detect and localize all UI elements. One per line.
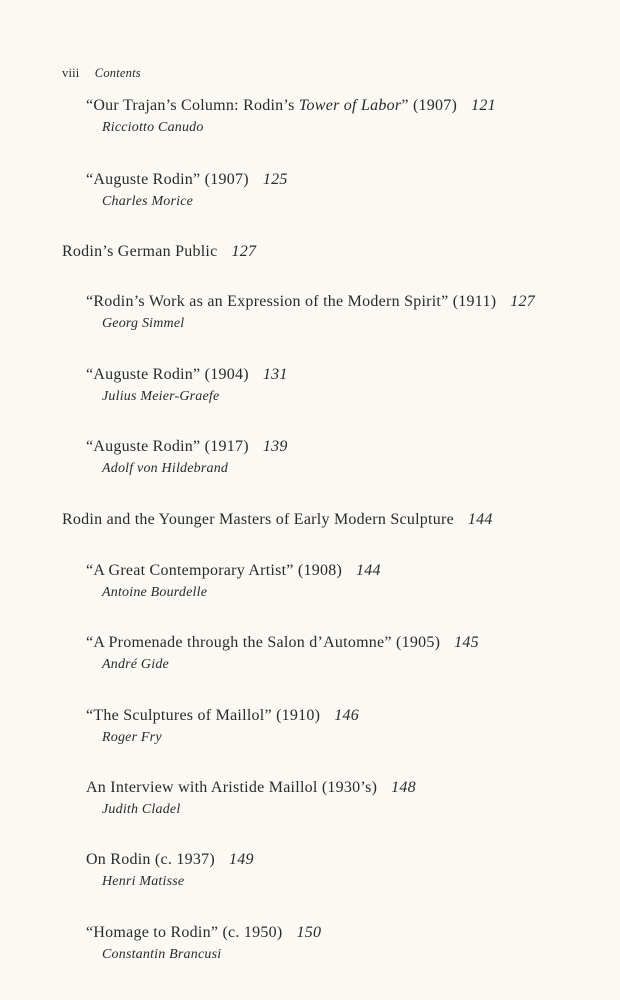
entry-title-text: “A Great Contemporary Artist” (1908) (86, 562, 343, 579)
entry-title (86, 366, 288, 384)
entry-title-text: “Auguste Rodin” (1904) (86, 366, 249, 383)
entry-title-text: On Rodin (c. 1937) (86, 851, 215, 868)
entry-title-text-end: ” (1907) (401, 97, 458, 114)
toc-entry (86, 97, 496, 136)
toc-entry (86, 634, 479, 673)
entry-author: André Gide (102, 657, 169, 672)
entry-title (86, 707, 359, 725)
entry-author: Judith Cladel (102, 802, 181, 817)
section-page-number: 127 (231, 243, 257, 260)
entry-author: Ricciotto Canudo (102, 120, 204, 135)
entry-page-number: 131 (262, 366, 288, 383)
entry-author: Constantin Brancusi (102, 947, 222, 962)
running-title: Contents (94, 66, 141, 80)
entry-author: Adolf von Hildebrand (102, 461, 229, 476)
toc-entry (86, 171, 288, 210)
toc-entry (86, 562, 381, 601)
entry-title-text: “Auguste Rodin” (1917) (86, 438, 249, 455)
toc-entry (86, 707, 359, 746)
toc-section-heading (62, 511, 493, 529)
entry-title-text: “Our Trajan’s Column: Rodin’s (86, 97, 299, 114)
entry-title-text: “The Sculptures of Maillol” (1910) (86, 707, 321, 724)
section-title: Rodin’s German Public (62, 243, 218, 260)
running-header (62, 66, 141, 81)
toc-entry (86, 924, 321, 963)
entry-page-number: 121 (471, 97, 496, 114)
entry-page-number: 148 (391, 779, 416, 796)
toc-section-heading (62, 243, 256, 261)
entry-title-text: “Auguste Rodin” (1907) (86, 171, 249, 188)
entry-author: Julius Meier-Graefe (102, 389, 220, 404)
entry-title (86, 779, 416, 797)
entry-title-text: An Interview with Aristide Maillol (1930’s) (86, 779, 378, 796)
entry-page-number: 125 (262, 171, 288, 188)
entry-title-text: “Homage to Rodin” (c. 1950) (86, 924, 283, 941)
entry-author: Antoine Bourdelle (102, 585, 208, 600)
entry-title (86, 851, 254, 869)
toc-entry (86, 438, 288, 477)
entry-title (86, 634, 479, 652)
entry-page-number: 139 (262, 438, 288, 455)
entry-title (86, 438, 288, 456)
entry-title (86, 924, 321, 942)
entry-page-number: 150 (296, 924, 322, 941)
entry-page-number: 144 (356, 562, 381, 579)
entry-author: Georg Simmel (102, 316, 185, 331)
entry-page-number: 145 (454, 634, 479, 651)
toc-entry (86, 366, 288, 405)
section-page-number: 144 (467, 511, 493, 528)
entry-title (86, 562, 381, 580)
entry-page-number: 149 (228, 851, 254, 868)
toc-entry (86, 293, 535, 332)
entry-title-italic: Tower of Labor (298, 97, 402, 114)
entry-title (86, 97, 496, 115)
page-number: viii (62, 66, 80, 80)
entry-author: Charles Morice (102, 194, 194, 209)
entry-title (86, 293, 535, 311)
entry-title (86, 171, 288, 189)
entry-title-text: “A Promenade through the Salon d’Automne” (1905) (86, 634, 441, 651)
entry-page-number: 146 (334, 707, 359, 724)
toc-entry (86, 851, 254, 890)
entry-title-text: “Rodin’s Work as an Expression of the Modern Spirit” (1911) (86, 293, 497, 310)
entry-author: Henri Matisse (102, 874, 185, 889)
toc-entry (86, 779, 416, 818)
entry-page-number: 127 (510, 293, 536, 310)
section-title: Rodin and the Younger Masters of Early Modern Sculpture (62, 511, 454, 528)
entry-author: Roger Fry (102, 730, 162, 745)
